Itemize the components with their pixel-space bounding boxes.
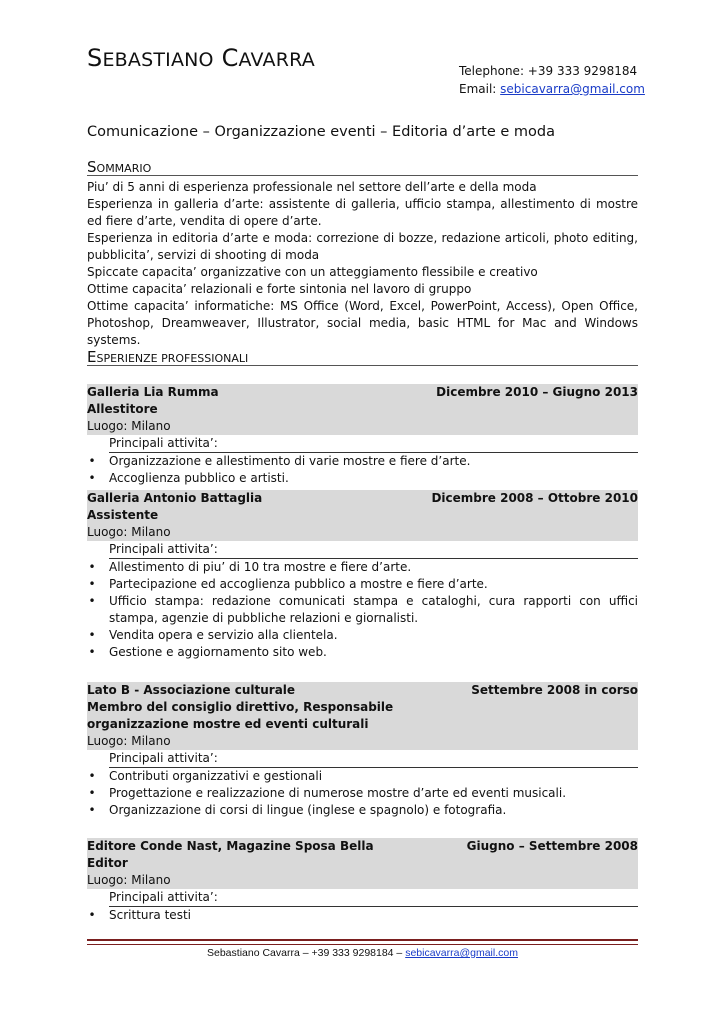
summary-line: Piu’ di 5 anni di esperienza professionale nel settore dell’arte e della moda bbox=[87, 180, 537, 194]
footer-rule-thin bbox=[87, 944, 638, 945]
job-dates: Dicembre 2008 – Ottobre 2010 bbox=[431, 491, 638, 505]
job-company: Editore Conde Nast, Magazine Sposa Bella bbox=[87, 839, 374, 853]
contact-block bbox=[459, 62, 645, 98]
cv-name bbox=[87, 44, 315, 72]
bullet-icon: • bbox=[88, 454, 96, 468]
name-rest-last: AVARRA bbox=[238, 49, 315, 71]
name-initial-first: S bbox=[87, 44, 103, 72]
activities-label: Principali attivita’: bbox=[109, 750, 638, 768]
summary-line: Esperienza in editoria d’arte e moda: correzione di bozze, redazione articoli, photo editing, pubblicita’, servizi di shooting di moda bbox=[87, 231, 638, 262]
bullet-icon: • bbox=[88, 577, 96, 591]
summary-line: Ottime capacita’ relazionali e forte sintonia nel lavoro di gruppo bbox=[87, 282, 472, 296]
activity-item bbox=[87, 785, 638, 802]
job-company: Galleria Lia Rumma bbox=[87, 385, 219, 399]
activities-list bbox=[87, 453, 638, 487]
tagline: Comunicazione – Organizzazione eventi – Editoria d’arte e moda bbox=[87, 124, 555, 140]
job-entry bbox=[87, 490, 638, 661]
activity-item bbox=[87, 576, 638, 593]
job-dates: Settembre 2008 in corso bbox=[471, 683, 638, 697]
job-dates: Dicembre 2010 – Giugno 2013 bbox=[436, 385, 638, 399]
bullet-icon: • bbox=[88, 908, 96, 922]
bullet-icon: • bbox=[88, 471, 96, 485]
job-title-row bbox=[87, 682, 638, 699]
activity-text: Allestimento di piu’ di 10 tra mostre e fiere d’arte. bbox=[109, 560, 412, 574]
activity-item bbox=[87, 802, 638, 819]
activity-item bbox=[87, 768, 638, 785]
job-entry bbox=[87, 838, 638, 924]
bullet-icon: • bbox=[88, 786, 96, 800]
experience-heading-rest: SPERIENZE PROFESSIONALI bbox=[96, 352, 249, 365]
footer-email-link[interactable]: sebicavarra@gmail.com bbox=[405, 947, 518, 959]
job-header-band bbox=[87, 682, 638, 750]
job-role: Editor bbox=[87, 856, 128, 870]
activities-list bbox=[87, 559, 638, 661]
summary-line: Ottime capacita’ informatiche: MS Office (Word, Excel, PowerPoint, Access), Open Office, Photoshop, Dreamweaver, Illustrator, social media, basic HTML for Mac and Windows systems. bbox=[87, 299, 638, 347]
job-role: Membro del consiglio direttivo, Responsabile bbox=[87, 700, 394, 714]
job-entry bbox=[87, 384, 638, 487]
job-role: Assistente bbox=[87, 508, 159, 522]
job-place: Luogo: Milano bbox=[87, 734, 171, 748]
activity-text: Progettazione e realizzazione di numerose mostre d’arte ed eventi musicali. bbox=[109, 786, 567, 800]
name-initial-last: C bbox=[221, 44, 239, 72]
job-role: Allestitore bbox=[87, 402, 158, 416]
bullet-icon: • bbox=[88, 628, 96, 642]
activity-item bbox=[87, 593, 638, 627]
activity-item bbox=[87, 559, 638, 576]
activity-item bbox=[87, 644, 638, 661]
summary-heading-initial: S bbox=[87, 158, 97, 176]
job-title-row bbox=[87, 838, 638, 855]
summary-body bbox=[87, 179, 638, 349]
job-dates: Giugno – Settembre 2008 bbox=[466, 839, 638, 853]
activity-text: Gestione e aggiornamento sito web. bbox=[109, 645, 327, 659]
job-place: Luogo: Milano bbox=[87, 873, 171, 887]
phone-line: Telephone: +39 333 9298184 bbox=[459, 64, 638, 78]
job-header-band bbox=[87, 838, 638, 889]
footer-text: Sebastiano Cavarra – +39 333 9298184 – bbox=[207, 947, 406, 959]
job-entry bbox=[87, 682, 638, 819]
email-line bbox=[459, 80, 645, 98]
bullet-icon: • bbox=[88, 560, 96, 574]
activity-item bbox=[87, 453, 638, 470]
email-link[interactable]: sebicavarra@gmail.com bbox=[500, 82, 645, 96]
activity-text: Organizzazione e allestimento di varie mostre e fiere d’arte. bbox=[109, 454, 471, 468]
bullet-icon: • bbox=[88, 803, 96, 817]
experience-heading-initial: E bbox=[87, 348, 97, 366]
activity-item bbox=[87, 470, 638, 487]
activity-text: Vendita opera e servizio alla clientela. bbox=[109, 628, 338, 642]
name-rest-first: EBASTIANO bbox=[102, 49, 214, 71]
summary-line: Spiccate capacita’ organizzative con un atteggiamento flessibile e creativo bbox=[87, 265, 538, 279]
bullet-icon: • bbox=[88, 769, 96, 783]
activities-list bbox=[87, 907, 638, 924]
job-role: organizzazione mostre ed eventi culturali bbox=[87, 717, 369, 731]
activity-text: Partecipazione ed accoglienza pubblico a mostre e fiere d’arte. bbox=[109, 577, 488, 591]
bullet-icon: • bbox=[88, 645, 96, 659]
activities-label: Principali attivita’: bbox=[109, 889, 638, 907]
summary-heading-rest: OMMARIO bbox=[96, 162, 152, 175]
activities-list bbox=[87, 768, 638, 819]
activity-text: Ufficio stampa: redazione comunicati stampa e cataloghi, cura rapporti con uffici stampa, agenzie di pubbliche relazioni e giornalisti. bbox=[109, 594, 638, 625]
experience-heading bbox=[87, 348, 638, 366]
footer-rule-thick bbox=[87, 939, 638, 941]
activity-item bbox=[87, 907, 638, 924]
job-title-row bbox=[87, 384, 638, 401]
activity-text: Accoglienza pubblico e artisti. bbox=[109, 471, 289, 485]
activities-label: Principali attivita’: bbox=[109, 541, 638, 559]
activity-text: Organizzazione di corsi di lingue (inglese e spagnolo) e fotografia. bbox=[109, 803, 507, 817]
activity-text: Contributi organizzativi e gestionali bbox=[109, 769, 323, 783]
job-company: Galleria Antonio Battaglia bbox=[87, 491, 263, 505]
activity-text: Scrittura testi bbox=[109, 908, 191, 922]
job-header-band bbox=[87, 384, 638, 435]
activity-item bbox=[87, 627, 638, 644]
job-company: Lato B - Associazione culturale bbox=[87, 683, 296, 697]
activities-label: Principali attivita’: bbox=[109, 435, 638, 453]
footer bbox=[0, 947, 725, 959]
summary-heading bbox=[87, 158, 638, 176]
job-header-band bbox=[87, 490, 638, 541]
job-place: Luogo: Milano bbox=[87, 525, 171, 539]
job-title-row bbox=[87, 490, 638, 507]
bullet-icon: • bbox=[88, 594, 96, 608]
job-place: Luogo: Milano bbox=[87, 419, 171, 433]
summary-line: Esperienza in galleria d’arte: assistente di galleria, ufficio stampa, allestimento di mostre ed fiere d’arte, vendita di opere d’arte. bbox=[87, 197, 638, 228]
email-label: Email: bbox=[459, 82, 501, 96]
